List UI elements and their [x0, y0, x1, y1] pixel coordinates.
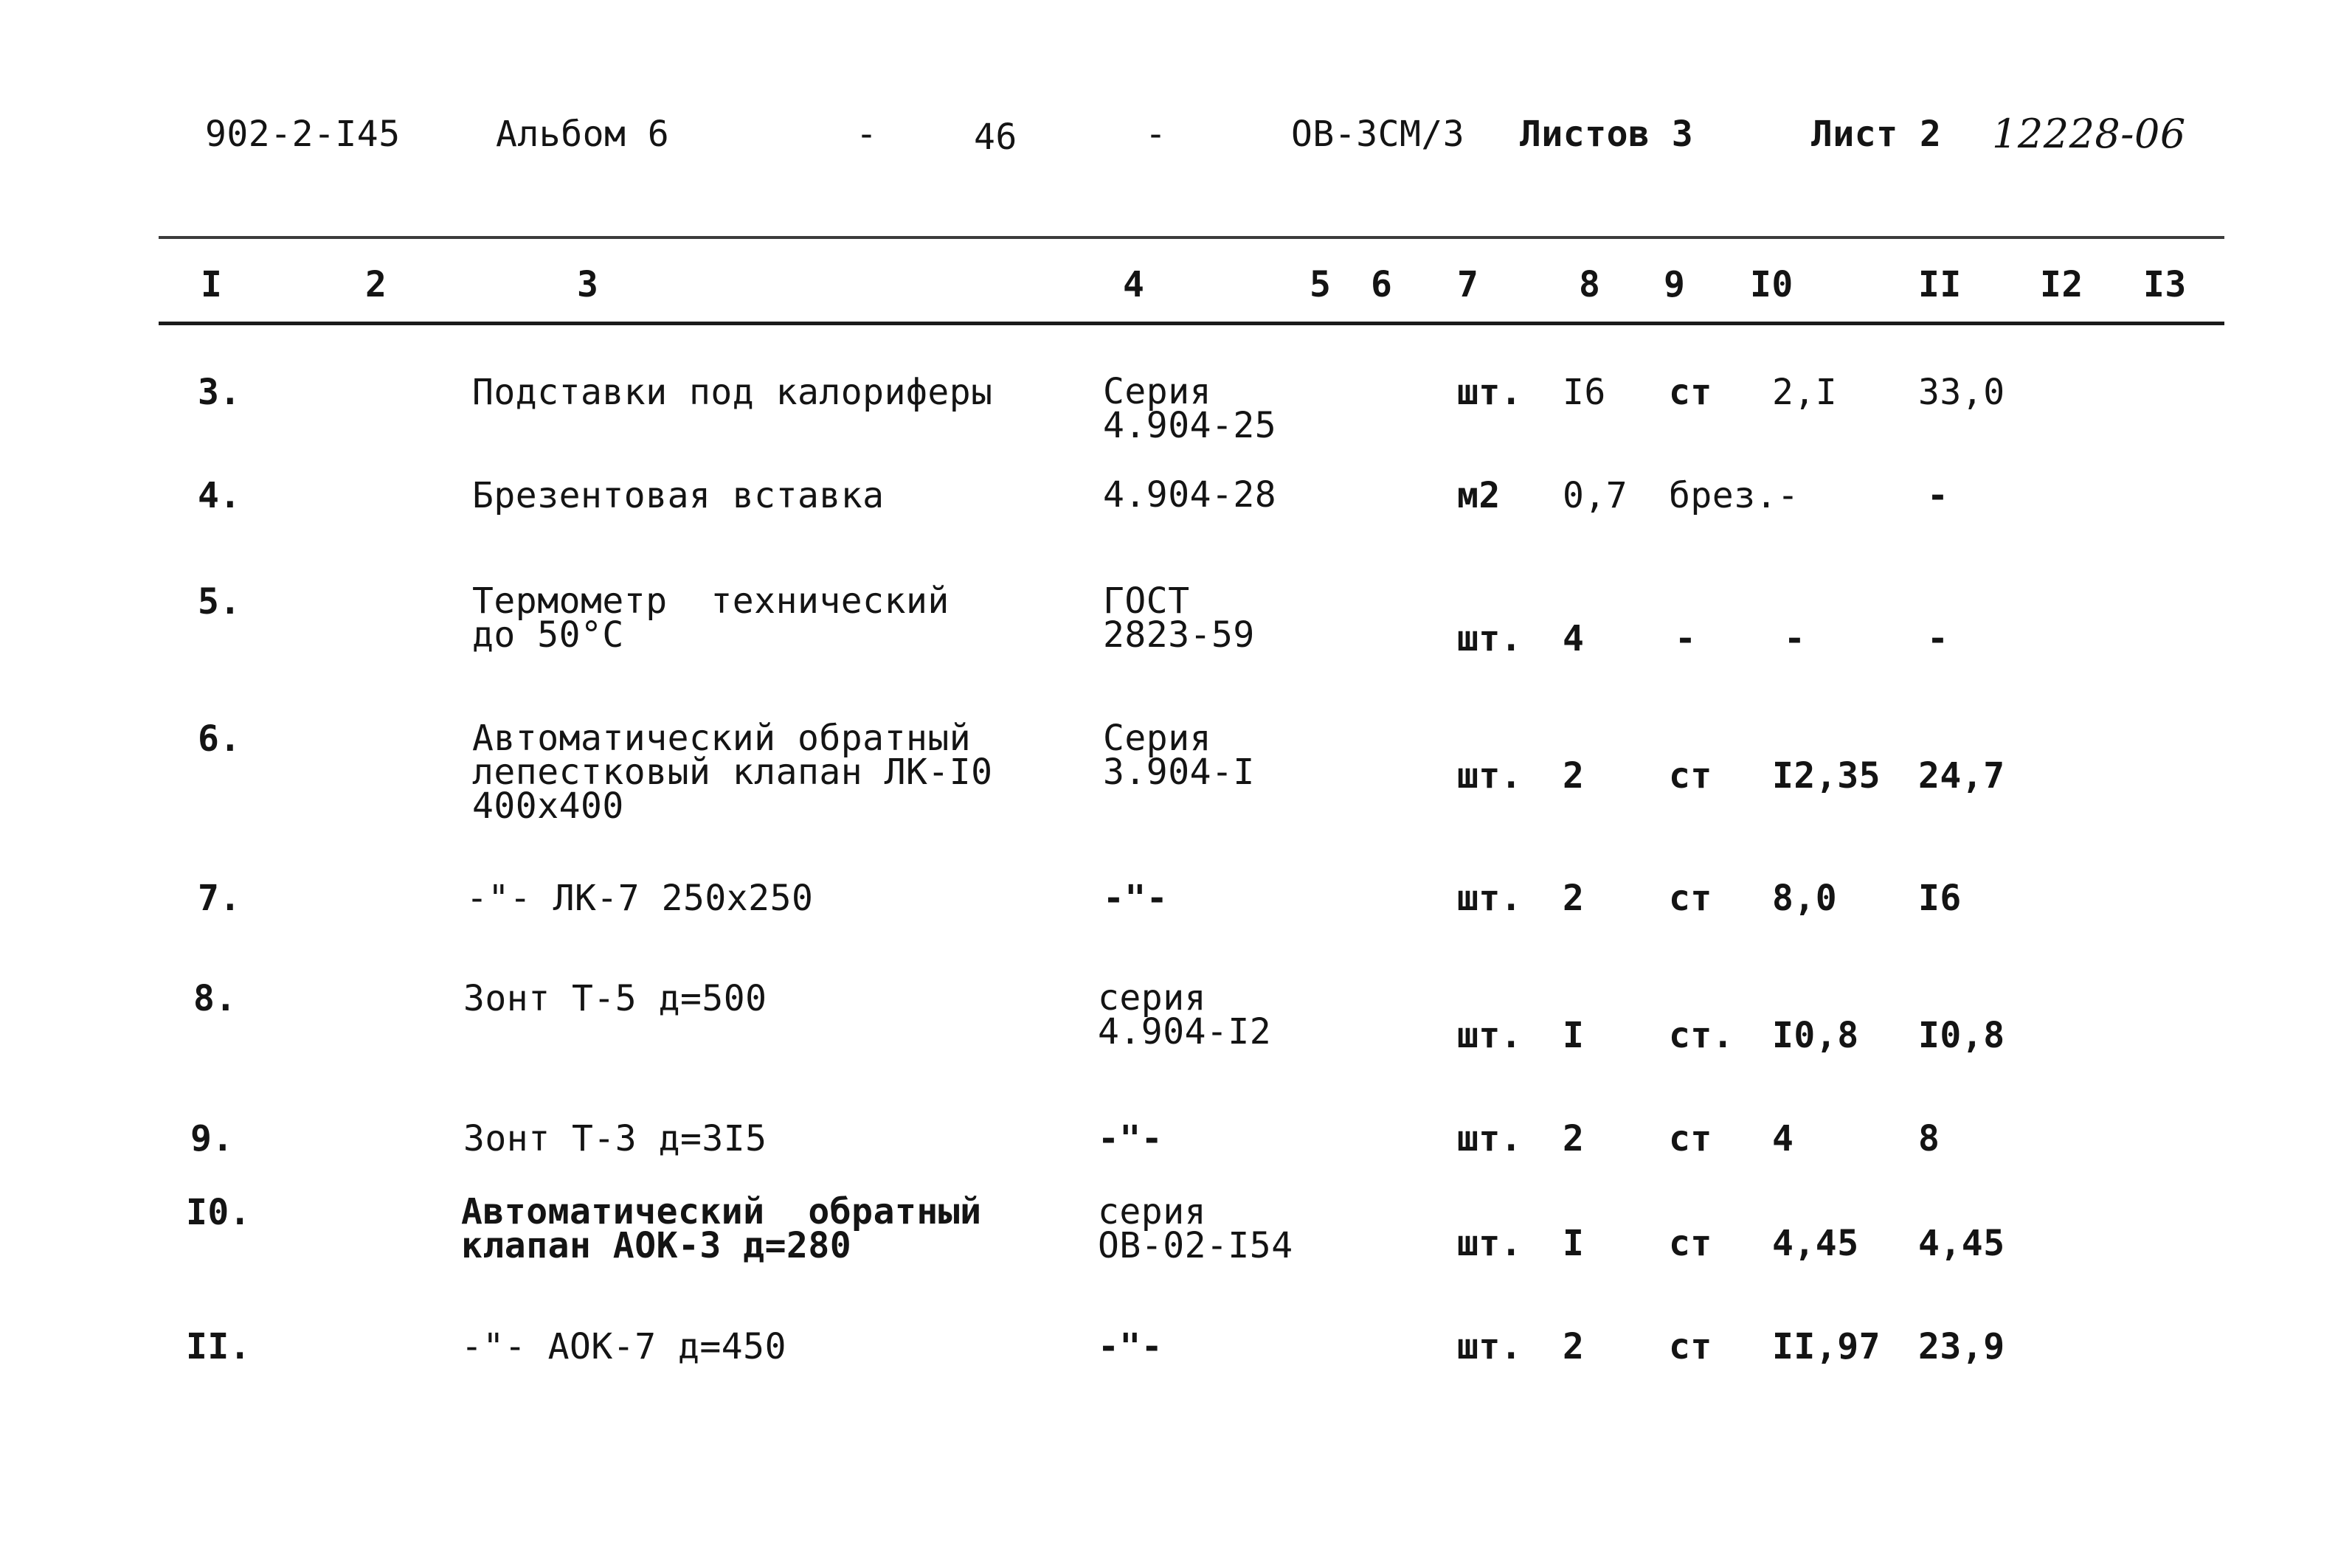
- row-quantity: I: [1563, 1015, 1585, 1056]
- row-unit: шт.: [1457, 755, 1523, 797]
- row-quantity: 2: [1563, 1118, 1585, 1159]
- page-number: 46: [974, 117, 1017, 158]
- row-material: ст: [1669, 878, 1712, 919]
- row-name: Автоматический обратный клапан АОК-3 д=280: [461, 1191, 982, 1266]
- album-label: Альбом 6: [496, 114, 670, 155]
- column-header: I3: [2143, 264, 2187, 305]
- row-total-mass: -: [1927, 618, 1949, 659]
- row-document: -"-: [1098, 1326, 1163, 1367]
- row-unit-mass: 4: [1772, 1118, 1794, 1159]
- row-position: II.: [186, 1326, 252, 1367]
- row-position: 9.: [190, 1118, 234, 1159]
- row-total-mass: 4,45: [1918, 1223, 2005, 1264]
- row-position: 8.: [193, 978, 237, 1019]
- row-position: 4.: [198, 475, 241, 516]
- row-quantity: 2: [1563, 878, 1585, 919]
- row-name: -"- ЛК-7 250х250: [466, 878, 814, 919]
- row-material: ст: [1669, 1118, 1712, 1159]
- column-header: 6: [1371, 264, 1393, 305]
- row-material: ст: [1669, 755, 1712, 797]
- column-header: 2: [365, 264, 387, 305]
- column-header: I0: [1750, 264, 1794, 305]
- row-material: брез.-: [1669, 475, 1799, 516]
- row-unit: шт.: [1457, 1118, 1523, 1159]
- row-document: 4.904-28: [1103, 474, 1277, 516]
- column-header: I: [201, 264, 223, 305]
- column-header: 3: [577, 264, 599, 305]
- row-document: серия ОВ-02-I54: [1098, 1191, 1293, 1266]
- row-name: -"- АОК-7 д=450: [461, 1326, 786, 1367]
- row-unit-mass: II,97: [1772, 1326, 1881, 1367]
- row-document: Серия 3.904-I: [1103, 718, 1255, 793]
- drawing-code: ОВ-3СМ/3: [1291, 114, 1465, 155]
- column-header: 8: [1579, 264, 1601, 305]
- row-total-mass: 8: [1918, 1118, 1940, 1159]
- row-position: 7.: [198, 878, 241, 919]
- row-unit: шт.: [1457, 372, 1523, 413]
- row-document: -"-: [1098, 1118, 1163, 1159]
- row-position: I0.: [186, 1192, 252, 1233]
- row-material: ст: [1669, 1223, 1712, 1264]
- sheets-total: Листов 3: [1520, 114, 1694, 155]
- row-unit: шт.: [1457, 618, 1523, 659]
- row-unit-mass: 8,0: [1772, 878, 1838, 919]
- row-position: 6.: [198, 718, 241, 760]
- column-header: 7: [1457, 264, 1479, 305]
- column-header: II: [1918, 264, 1962, 305]
- row-unit: м2: [1457, 475, 1501, 516]
- row-quantity: 2: [1563, 755, 1585, 797]
- handwritten-number: 12228-06: [1992, 111, 2186, 157]
- row-quantity: 2: [1563, 1326, 1585, 1367]
- row-total-mass: 24,7: [1918, 755, 2005, 797]
- column-header: 9: [1664, 264, 1686, 305]
- row-quantity: 4: [1563, 618, 1585, 659]
- row-unit-mass: I0,8: [1772, 1015, 1859, 1056]
- header-rule: [159, 322, 2224, 325]
- project-code: 902-2-I45: [205, 114, 401, 155]
- row-total-mass: 23,9: [1918, 1326, 2005, 1367]
- row-total-mass: -: [1927, 475, 1949, 516]
- column-header: 4: [1123, 264, 1145, 305]
- row-name: Термометр технический до 50°С: [472, 580, 950, 656]
- row-name: Брезентовая вставка: [472, 475, 885, 516]
- row-total-mass: 33,0: [1918, 372, 2005, 413]
- top-rule: [159, 236, 2224, 239]
- row-unit-mass: I2,35: [1772, 755, 1881, 797]
- row-quantity: I: [1563, 1223, 1585, 1264]
- row-material: ст: [1669, 1326, 1712, 1367]
- row-unit: шт.: [1457, 1223, 1523, 1264]
- row-document: серия 4.904-I2: [1098, 977, 1272, 1052]
- row-unit-mass: 2,I: [1772, 372, 1838, 413]
- row-name: Зонт Т-3 д=3I5: [463, 1118, 767, 1159]
- dash-right: -: [1145, 114, 1167, 155]
- row-quantity: I6: [1563, 372, 1606, 413]
- row-material: ст.: [1669, 1015, 1734, 1056]
- row-name: Зонт Т-5 д=500: [463, 978, 767, 1019]
- row-document: -"-: [1103, 878, 1169, 919]
- row-total-mass: I0,8: [1918, 1015, 2005, 1056]
- row-unit: шт.: [1457, 878, 1523, 919]
- row-unit: шт.: [1457, 1015, 1523, 1056]
- dash-left: -: [856, 114, 878, 155]
- row-material: -: [1675, 618, 1697, 659]
- row-quantity: 0,7: [1563, 475, 1628, 516]
- row-position: 5.: [198, 581, 241, 622]
- row-name: Автоматический обратный лепестковый клапан ЛК-I0 400х400: [472, 718, 993, 827]
- sheet-number: Лист 2: [1811, 114, 1942, 155]
- row-total-mass: I6: [1918, 878, 1962, 919]
- row-document: Серия 4.904-25: [1103, 371, 1277, 446]
- row-unit-mass: 4,45: [1772, 1223, 1859, 1264]
- row-unit-mass: -: [1784, 618, 1806, 659]
- row-unit: шт.: [1457, 1326, 1523, 1367]
- column-header: I2: [2040, 264, 2083, 305]
- row-name: Подставки под калориферы: [472, 372, 993, 413]
- row-position: 3.: [198, 372, 241, 413]
- row-document: ГОСТ 2823-59: [1103, 580, 1255, 656]
- row-material: ст: [1669, 372, 1712, 413]
- column-header: 5: [1310, 264, 1332, 305]
